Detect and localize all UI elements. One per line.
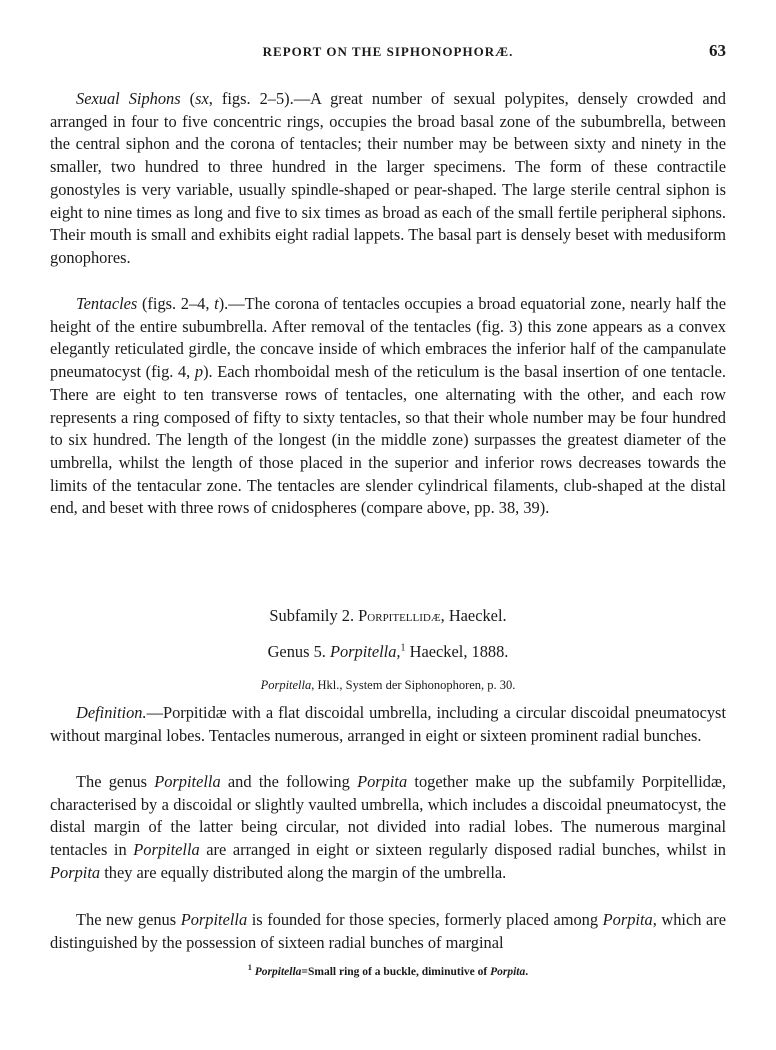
footnote-porpitella: Porpitella <box>254 965 302 978</box>
reference-genus: Porpitella <box>260 678 312 692</box>
genus-para-text-4: are arranged in eight or sixteen regularly disposed radial bunches, whilst in <box>199 840 726 860</box>
genus-para-text-2: and the following <box>220 772 358 791</box>
genus-para-text-3: together make up the subfamily Porpitellidæ, characterised by a discoidal or slightly vaulted umbrella, which includes a discoidal pneumatocyst, the distal margin of the latter being circular, not divided into radial lobes. The numerous marginal tentacles in <box>50 772 726 860</box>
subfamily-suffix: , Haeckel. <box>440 606 507 625</box>
running-header <box>50 41 726 64</box>
genus-heading <box>50 642 726 662</box>
subfamily-name: Porpitellidæ <box>358 606 441 625</box>
tentacles-text-2: ). Each rhomboidal mesh of the reticulum is the basal insertion of one tentacle. There are eight to ten transverse rows of tentacles, one alternating with the other, and each row represents a ring composed of fifty to sixty tentacles, so that their whole number may be four hundred to six hundred. The length of the longest (in the middle zone) surpasses the greatest diameter of the umbrella, whilst the length of those placed in the superior and inferior rows decreases towards the limits of the tentacular zone. The tentacles are slender cylindrical filaments, club-shaped at the distal end, and beset with three rows of cnidospheres (compare above, pp. 38, 39). <box>50 362 726 518</box>
paragraph-tentacles <box>50 293 726 520</box>
t-label: t <box>214 294 219 313</box>
footnote-marker: 1 <box>400 642 406 654</box>
subfamily-prefix: Subfamily 2. <box>269 606 359 625</box>
paragraph-definition <box>50 702 726 747</box>
genus-para-text-5: they are equally distributed along the margin of the umbrella. <box>100 862 507 882</box>
definition-heading: Definition. <box>76 703 147 722</box>
genus-para-porpitella-2: Porpitella <box>133 840 200 860</box>
tentacles-heading: Tentacles <box>76 294 138 313</box>
sx-label: sx <box>195 89 209 108</box>
reference-text: , Hkl., System der Siphonophoren, p. 30. <box>311 678 516 692</box>
footnote-mark: 1 <box>247 963 252 972</box>
new-genus-text-1: The new genus <box>76 910 181 929</box>
genus-para-text-1: The genus <box>76 772 155 791</box>
sexual-siphons-text: , figs. 2–5).—A great number of sexual polypites, densely crowded and arranged in four to five concentric rings, occupies the broad basal zone of the subumbrella, between the central siphon and the corona of tentacles; their number may be between sixty and ninety in the smaller, two hundred to three hundred in the larger specimens. The form of these contractile gonostyles is very variable, usually spindle-shaped or pear-shaped. The large sterile central siphon is eight to nine times as long and five to six times as broad as each of the small fertile peripheral siphons. Their mouth is small and exhibits eight radial lappets. The basal part is densely beset with medusiform gonophores. <box>50 89 726 267</box>
footnote-porpita: Porpita <box>490 965 526 978</box>
genus-para-porpita-2: Porpita <box>50 862 101 882</box>
definition-text: —Porpitidæ with a flat discoidal umbrella, including a circular discoidal pneumatocyst without marginal lobes. Tentacles numerous, arranged in eight or sixteen prominent radial bunches. <box>50 703 726 745</box>
new-genus-porpitella: Porpitella <box>180 910 248 929</box>
paragraph-genus <box>50 771 726 885</box>
subfamily-heading <box>50 606 726 626</box>
genus-suffix: Haeckel, 1888. <box>405 642 509 661</box>
new-genus-text-3: , which are distinguished by the possession of sixteen radial bunches of marginal <box>50 910 727 952</box>
tentacles-figs: (figs. 2–4, <box>137 294 215 313</box>
paragraph-new-genus <box>50 909 726 954</box>
new-genus-text-2: is founded for those species, formerly placed among <box>247 910 603 929</box>
footnote-end: . <box>525 965 529 978</box>
genus-reference <box>50 678 726 693</box>
new-genus-porpita: Porpita <box>602 910 653 929</box>
sexual-siphons-heading: Sexual Siphons <box>76 89 181 108</box>
genus-para-porpita-1: Porpita <box>357 772 408 791</box>
paragraph-sexual-siphons: Sexual Siphons (sx, figs. 2–5).—A great number of sexual polypites, densely crowded and arranged in four to five concentric rings, occupies the broad basal zone of the subumbrella, between the central siphon and the corona of tentacles; their number may be between sixty and ninety in the smaller, two hundred to three hundred in the larger specimens. The form of these contractile gonostyles is very variable, usually spindle-shaped or pear-shaped. The large sterile central siphon is eight to nine times as long and five to six times as broad as each of the small fertile peripheral siphons. Their mouth is small and exhibits eight radial lappets. The basal part is densely beset with medusiform gonophores. <box>50 89 726 267</box>
running-title: REPORT ON THE SIPHONOPHORÆ. <box>262 44 514 59</box>
genus-prefix: Genus 5. <box>267 642 330 661</box>
p-label: p <box>194 362 204 382</box>
genus-para-porpitella-1: Porpitella <box>154 772 221 791</box>
page-number: 63 <box>709 41 726 60</box>
footnote <box>50 963 726 978</box>
footnote-text: =Small ring of a buckle, diminutive of <box>301 965 491 978</box>
tentacles-text-1: ).—The corona of tentacles occupies a broad equatorial zone, nearly half the height of the entire subumbrella. After removal of the tentacles (fig. 3) this zone appears as a convex elegantly reticulated girdle, the concave inside of which embraces the inferior half of the campanulate pneumatocyst (fig. 4, <box>50 294 726 382</box>
genus-name: Porpitella, <box>329 642 401 661</box>
